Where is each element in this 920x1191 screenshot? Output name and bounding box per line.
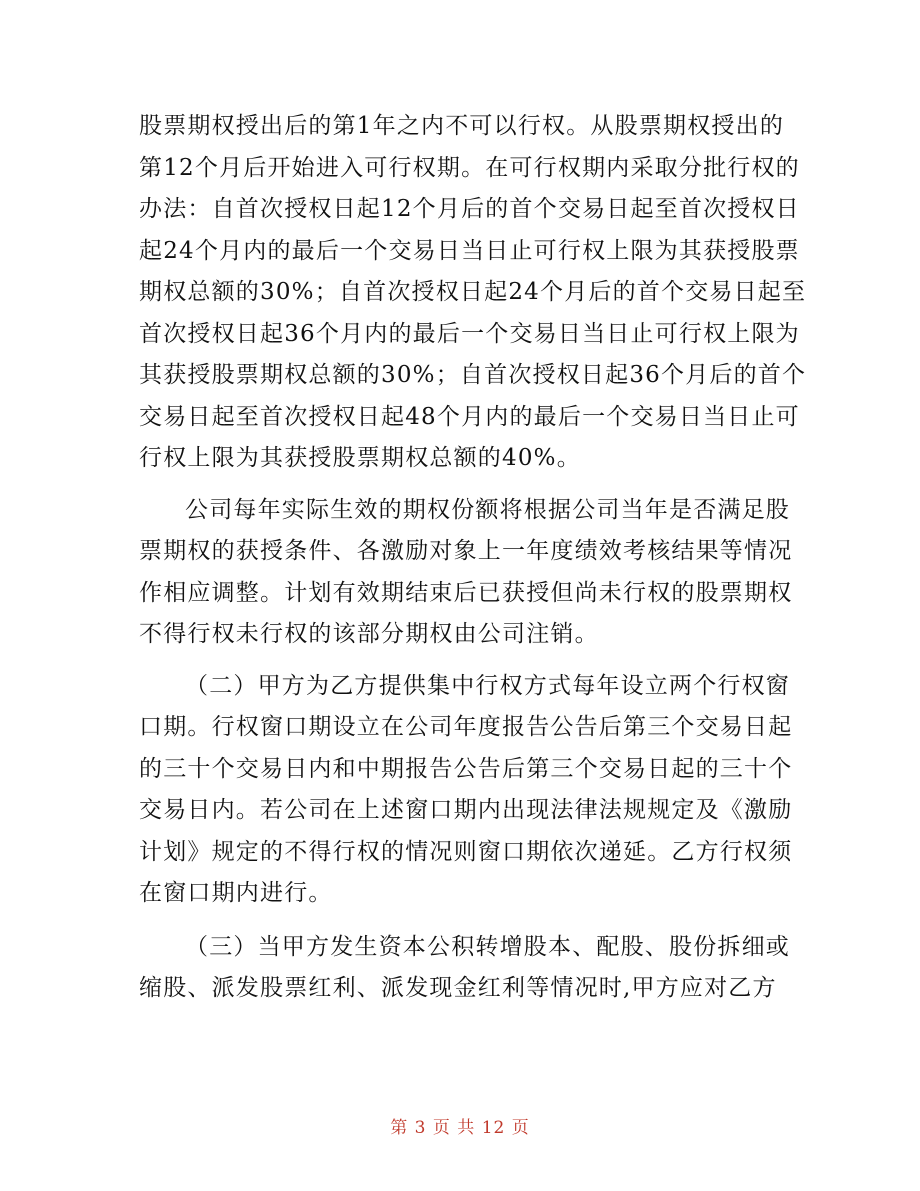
paragraph [139, 927, 789, 1010]
text-line: 在窗口期内进行。 [139, 880, 333, 906]
text-line: 作相应调整。计划有效期结束后已获授但尚未行权的股票期权 [139, 579, 793, 606]
text-line: 起24个月内的最后一个交易日当日止可行权上限为其获授股票 [139, 237, 800, 264]
text-line: 首次授权日起36个月内的最后一个交易日当日止可行权上限为 [139, 320, 800, 347]
page-footer: 第 3 页 共 12 页 [390, 1118, 530, 1138]
text-line: 股票期权授出后的第1年之内不可以行权。从股票期权授出的 [139, 113, 785, 139]
text-line: 行权上限为其获授股票期权总额的40%。 [139, 445, 581, 471]
text-line: 其获授股票期权总额的30%；自首次授权日起36个月后的首个 [139, 362, 807, 388]
paragraph [139, 490, 793, 656]
document-body [139, 106, 807, 1010]
paragraph [139, 666, 793, 915]
text-line: 口期。行权窗口期设立在公司年度报告公告后第三个交易日起 [139, 714, 793, 740]
text-line: 缩股、派发股票红利、派发现金红利等情况时,甲方应对乙方 [139, 975, 777, 1001]
text-line: 办法：自首次授权日起12个月后的首个交易日起至首次授权日 [139, 196, 800, 222]
text-line: 不得行权未行权的该部分期权由公司注销。 [139, 621, 599, 647]
text-line: （三）当甲方发生资本公积转增股本、配股、股份拆细或 [185, 933, 790, 960]
text-line: 第12个月后开始进入可行权期。在可行权期内采取分批行权的 [139, 154, 800, 181]
text-line: （二）甲方为乙方提供集中行权方式每年设立两个行权窗 [185, 672, 790, 699]
text-line: 交易日起至首次授权日起48个月内的最后一个交易日当日止可 [139, 403, 800, 430]
text-line: 公司每年实际生效的期权份额将根据公司当年是否满足股 [185, 496, 790, 523]
text-line: 交易日内。若公司在上述窗口期内出现法律法规规定及《激励 [139, 797, 793, 823]
paragraph [139, 106, 807, 480]
text-line: 的三十个交易日内和中期报告公告后第三个交易日起的三十个 [139, 755, 793, 782]
text-line: 票期权的获授条件、各激励对象上一年度绩效考核结果等情况 [139, 538, 793, 564]
text-line: 期权总额的30%；自首次授权日起24个月后的首个交易日起至 [139, 279, 807, 305]
text-line: 计划》规定的不得行权的情况则窗口期依次递延。乙方行权须 [139, 838, 793, 865]
